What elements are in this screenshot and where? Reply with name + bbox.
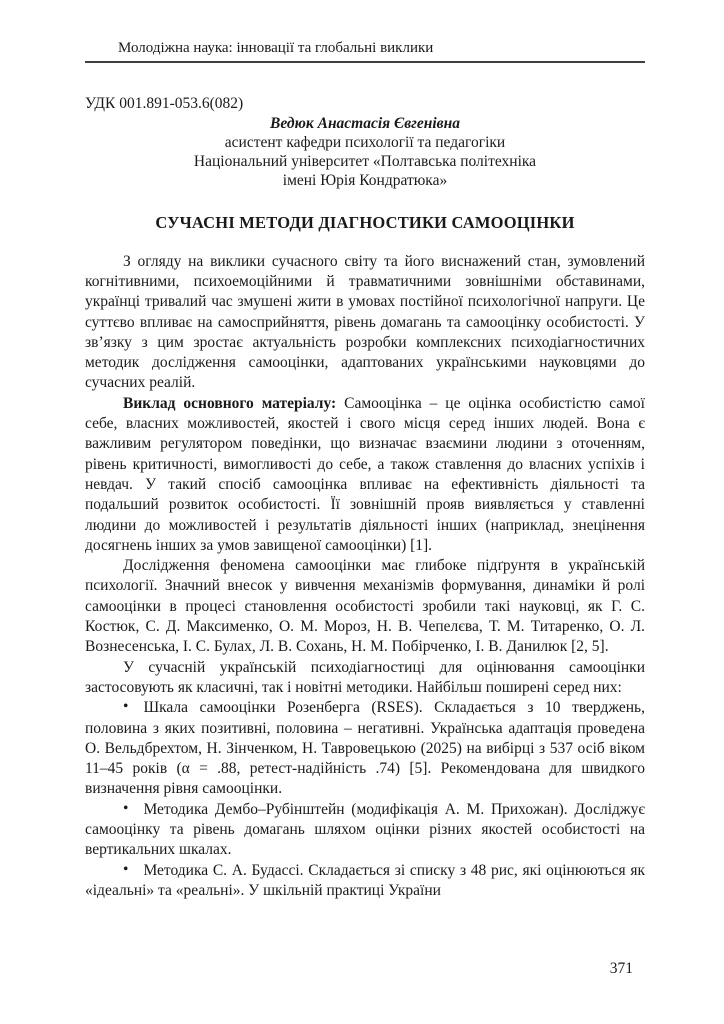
running-head-text: Молодіжна наука: інновації та глобальні виклики xyxy=(118,40,434,56)
article-title: СУЧАСНІ МЕТОДИ ДІАГНОСТИКИ САМООЦІНКИ xyxy=(155,212,575,232)
list-item-dembo-rubinstein-text: Методика Дембо–Рубінштейн (модифікація А. М. Прихожан). Досліджує самооцінку та рівень домагань шляхом оцінки різних якостей особистості на вертикальних шкалах. xyxy=(85,800,645,859)
list-item-dembo-rubinstein xyxy=(85,800,645,861)
list-item-rses-text: Шкала самооцінки Розенберга (RSES). Складається з 10 тверджень, половина з яких позитивні, половина – негативні. Українська адаптація проведена О. Вельдбрехтом, Н. Зінченком, Н. Тавровецькою (2025) на вибірці з 537 осіб віком 11–45 років (α = .88, ретест-надійність .74) [5]. Рекомендована для швидкого визначення рівня самооцінки. xyxy=(85,699,645,798)
paragraph-intro: З огляду на виклики сучасного світу та його виснажений стан, зумовлений когнітивними, психоемоційними й травматичними зовнішніми обставинами, українці тривалий час змушені жити в умовах постійної психологічної напруги. Це суттєво впливає на самосприйняття, рівень домагань та самооцінку особистості. У зв’язку з цим зростає актуальність розробки комплексних психодіагностичних методик дослідження самооцінки, адаптованих українськими науковцями до сучасних реалій. xyxy=(85,252,645,392)
paragraph-main-material xyxy=(85,394,645,556)
author-name: Ведюк Анастасія Євгенівна xyxy=(270,114,460,132)
author-affiliation-line1: Національний університет «Полтавська політехніка xyxy=(193,153,537,171)
list-item-rses xyxy=(85,698,645,799)
page-number: 371 xyxy=(609,960,633,977)
running-head xyxy=(85,40,645,63)
paragraph-main-material-text: Самооцінка – це оцінка особистістю самої себе, власних можливостей, якостей і свого місця серед інших людей. Вона є важливим регулятором поведінки, що визначає взаємини людини з оточенням, рівень критичності, вимогливості до себе, а також ставлення до власних успіхів і невдач. У такий спосіб самооцінка впливає на ефективність діяльності та подальший розвиток особистості. Її зовнішній прояв виявляється у ставленні людини до можливостей і результатів діяльності інших (наприклад, знецінення досягнень інших за умов завищеної самооцінки) [1]. xyxy=(85,394,645,554)
paragraph-lead-bold: Виклад основного матеріалу: xyxy=(123,394,337,412)
author-affiliation-line2: імені Юрія Кондратюка» xyxy=(282,172,448,190)
list-item-budassi xyxy=(85,861,645,902)
paragraph-researchers: Дослідження феномена самооцінки має глибоке підґрунтя в українській психології. Значний внесок у вивчення механізмів формування, динаміки й ролі самооцінки в процесі становлення особистості зробили такі науковці, як Г. С. Костюк, С. Д. Максименко, О. М. Мороз, Н. В. Чепелєва, Т. М. Титаренко, О. Л. Вознесенська, І. С. Булах, Л. В. Сохань, Н. М. Побірченко, І. В. Данилюк [2, 5]. xyxy=(85,557,645,656)
paragraph-methods-intro: У сучасній українській психодіагностиці для оцінювання самооцінки застосовують як класичні, так і новітні методики. Найбільш поширені серед них: xyxy=(85,658,645,696)
bullet-icon: • xyxy=(123,698,129,716)
text-block xyxy=(85,0,645,901)
article-body xyxy=(85,252,645,902)
bullet-icon: • xyxy=(123,860,129,878)
list-item-budassi-text: Методика С. А. Будассі. Складається зі списку з 48 рис, які оцінюються як «ідеальні» та «реальні». У шкільній практиці України xyxy=(85,861,645,899)
bullet-icon: • xyxy=(123,799,129,817)
author-block xyxy=(85,114,645,191)
author-role: асистент кафедри психології та педагогіки xyxy=(224,133,506,151)
udc-code: УДК 001.891-053.6(082) xyxy=(85,95,244,112)
